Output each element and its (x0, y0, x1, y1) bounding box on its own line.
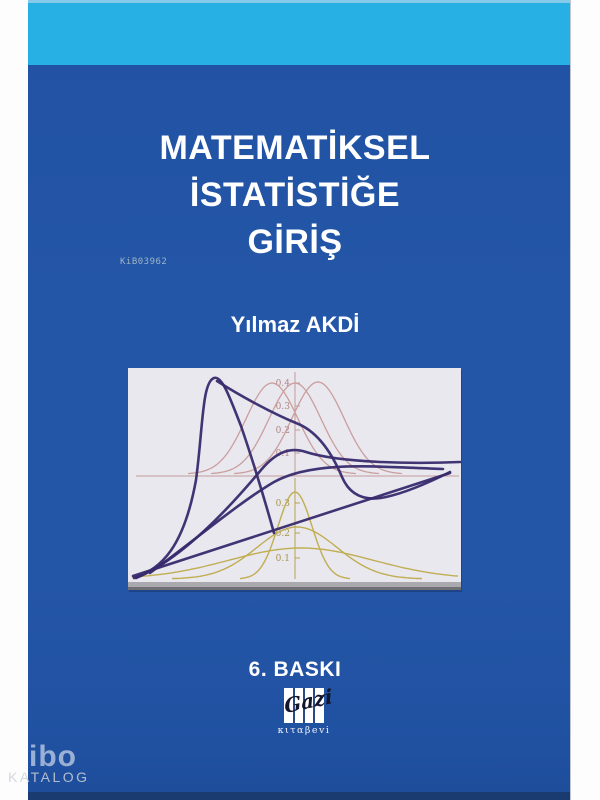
cover-bottom-shadow-strip (28, 792, 570, 800)
book-title-line-1: MATEMATİKSEL (159, 129, 431, 167)
logo-bars (283, 683, 334, 723)
publisher-name: Gazi (283, 683, 334, 719)
author-name: Yılmaz AKDİ (230, 312, 360, 337)
book-cover (28, 0, 570, 800)
gazi-publisher-logo (244, 683, 364, 736)
watermark-katalog: KATALOG (8, 769, 90, 785)
svg-text:0.2: 0.2 (275, 426, 290, 436)
cover-figure-panel (128, 368, 461, 590)
book-title-line-3: GİRİŞ (247, 223, 343, 261)
svg-text:0.1: 0.1 (275, 554, 290, 564)
watermark-ibo: ibo (29, 740, 77, 773)
publisher-subtitle: κιταβevi (277, 725, 331, 736)
svg-text:0.4: 0.4 (275, 379, 290, 389)
book-title-line-2: İSTATİSTİĞE (189, 176, 401, 214)
svg-text:0.3: 0.3 (275, 499, 290, 509)
book-title (28, 125, 562, 266)
svg-text:0.2: 0.2 (275, 529, 290, 539)
distribution-figure (128, 368, 461, 590)
catalog-code: KiB03962 (120, 257, 168, 267)
edition-label: 6. BASKI (248, 658, 342, 681)
svg-text:0.1: 0.1 (275, 449, 290, 459)
cover-cyan-band (28, 3, 570, 65)
svg-text:0.3: 0.3 (275, 402, 290, 412)
